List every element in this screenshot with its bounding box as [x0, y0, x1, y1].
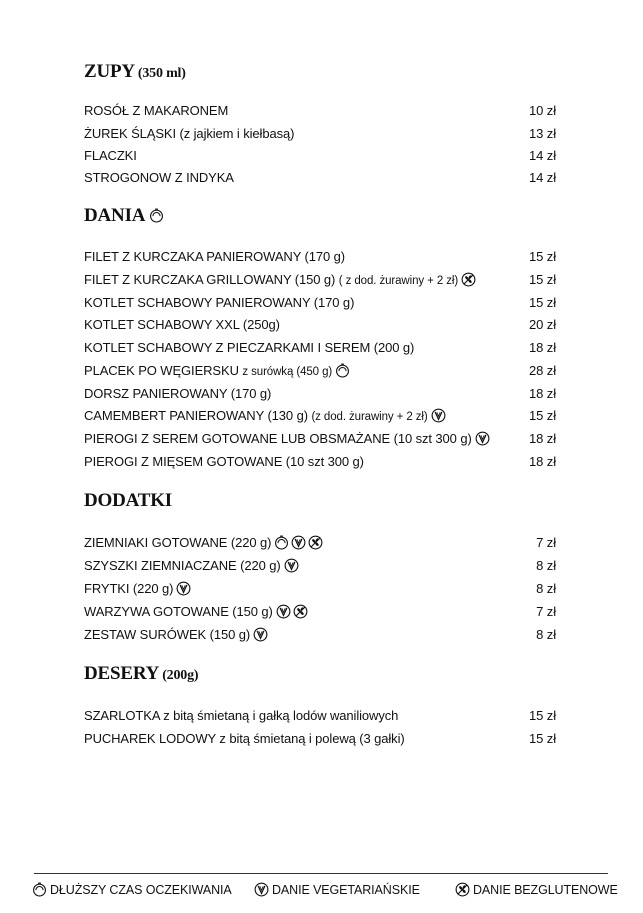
section-subtitle: (200g)	[162, 668, 199, 683]
section-title-text: DANIA	[84, 205, 146, 226]
section-title-text: DODATKI	[84, 490, 172, 511]
item-price: 18 zł	[529, 386, 556, 401]
gluten-free-icon	[455, 882, 470, 903]
item-name: FILET Z KURCZAKA GRILLOWANY (150 g)	[84, 272, 336, 287]
item-name: SZARLOTKA z bitą śmietaną i gałką lodów waniliowych	[84, 708, 399, 723]
vegetarian-icon	[291, 535, 306, 556]
vegetarian-icon	[276, 604, 291, 625]
item-price: 14 zł	[529, 170, 556, 185]
item-price: 7 zł	[536, 604, 556, 619]
menu-item	[84, 429, 556, 449]
item-price: 18 zł	[529, 431, 556, 446]
item-name: PLACEK PO WĘGIERSKU	[84, 363, 239, 378]
legend-label: DANIE BEZGLUTENOWE	[473, 883, 618, 897]
item-name: FLACZKI	[84, 148, 137, 163]
menu-item	[84, 556, 556, 576]
item-name: PIEROGI Z SEREM GOTOWANE LUB OBSMAŻANE (10 szt 300 g)	[84, 431, 472, 446]
legend-label: DŁUŻSZY CZAS OCZEKIWANIA	[50, 883, 232, 897]
item-price: 15 zł	[529, 731, 556, 746]
menu-item	[84, 729, 556, 749]
item-price: 18 zł	[529, 454, 556, 469]
item-name: WARZYWA GOTOWANE (150 g)	[84, 604, 273, 619]
section-title-dania	[84, 204, 166, 230]
item-price: 13 zł	[529, 126, 556, 141]
clock-icon	[335, 363, 350, 384]
item-note: (z dod. żurawiny + 2 zł)	[311, 411, 428, 423]
menu-item	[84, 124, 556, 144]
footer-divider	[34, 873, 608, 874]
legend-item-vegetarian	[254, 880, 420, 900]
menu-item	[84, 270, 556, 290]
vegetarian-icon	[284, 558, 299, 579]
section-title-dodatki	[84, 489, 172, 513]
item-name: ŻUREK ŚLĄSKI (z jajkiem i kiełbasą)	[84, 126, 295, 141]
clock-icon	[32, 882, 47, 903]
item-name: CAMEMBERT PANIEROWANY (130 g)	[84, 408, 308, 423]
menu-item	[84, 293, 556, 313]
vegetarian-icon	[254, 882, 269, 903]
item-name: PIEROGI Z MIĘSEM GOTOWANE (10 szt 300 g)	[84, 454, 364, 469]
menu-item	[84, 315, 556, 335]
vegetarian-icon	[475, 431, 490, 452]
item-name: KOTLET SCHABOWY Z PIECZARKAMI I SEREM (200 g)	[84, 340, 415, 355]
menu-item	[84, 247, 556, 267]
item-price: 7 zł	[536, 535, 556, 550]
item-name: ZIEMNIAKI GOTOWANE (220 g)	[84, 535, 272, 550]
item-name: SZYSZKI ZIEMNIACZANE (220 g)	[84, 558, 281, 573]
menu-item	[84, 168, 556, 188]
item-price: 15 zł	[529, 295, 556, 310]
item-note: z surówką (450 g)	[242, 366, 333, 378]
item-price: 15 zł	[529, 249, 556, 264]
item-name: FILET Z KURCZAKA PANIEROWANY (170 g)	[84, 249, 346, 264]
legend-label: DANIE VEGETARIAŃSKIE	[272, 883, 420, 897]
item-name: KOTLET SCHABOWY PANIEROWANY (170 g)	[84, 295, 355, 310]
item-name: KOTLET SCHABOWY XXL (250g)	[84, 317, 280, 332]
menu-item	[84, 338, 556, 358]
gluten-free-icon	[308, 535, 323, 556]
legend-item-gluten-free	[455, 880, 618, 900]
section-title-text: DESERY	[84, 663, 160, 684]
item-price: 18 zł	[529, 340, 556, 355]
menu-item	[84, 452, 556, 472]
menu-item	[84, 101, 556, 121]
item-name: PUCHAREK LODOWY z bitą śmietaną i polewą (3 gałki)	[84, 731, 405, 746]
section-title-text: ZUPY	[84, 61, 135, 82]
item-price: 10 zł	[529, 103, 556, 118]
item-name: ZESTAW SURÓWEK (150 g)	[84, 627, 251, 642]
item-name: FRYTKI (220 g)	[84, 581, 174, 596]
menu-item	[84, 706, 556, 726]
item-price: 8 zł	[536, 581, 556, 596]
item-note: ( z dod. żurawiny + 2 zł)	[338, 275, 459, 287]
item-price: 15 zł	[529, 708, 556, 723]
gluten-free-icon	[293, 604, 308, 625]
menu-item	[84, 146, 556, 166]
item-price: 28 zł	[529, 363, 556, 378]
item-name: DORSZ PANIEROWANY (170 g)	[84, 386, 272, 401]
item-name: STROGONOW Z INDYKA	[84, 170, 234, 185]
item-price: 20 zł	[529, 317, 556, 332]
item-price: 15 zł	[529, 408, 556, 423]
menu-item	[84, 602, 556, 622]
clock-icon	[149, 206, 164, 230]
menu-item	[84, 384, 556, 404]
item-price: 8 zł	[536, 558, 556, 573]
menu-item	[84, 406, 556, 426]
item-price: 15 zł	[529, 272, 556, 287]
section-title-zupy	[84, 60, 186, 86]
item-price: 14 zł	[529, 148, 556, 163]
section-title-desery	[84, 662, 198, 688]
legend-item-long-wait	[32, 880, 232, 900]
vegetarian-icon	[253, 627, 268, 648]
menu-item	[84, 625, 556, 645]
gluten-free-icon	[461, 272, 476, 293]
menu-item	[84, 361, 556, 381]
vegetarian-icon	[431, 408, 446, 429]
item-name: ROSÓŁ Z MAKARONEM	[84, 103, 229, 118]
menu-item	[84, 533, 556, 553]
section-subtitle: (350 ml)	[137, 66, 186, 81]
menu-item	[84, 579, 556, 599]
vegetarian-icon	[176, 581, 191, 602]
clock-icon	[274, 535, 289, 556]
item-price: 8 zł	[536, 627, 556, 642]
